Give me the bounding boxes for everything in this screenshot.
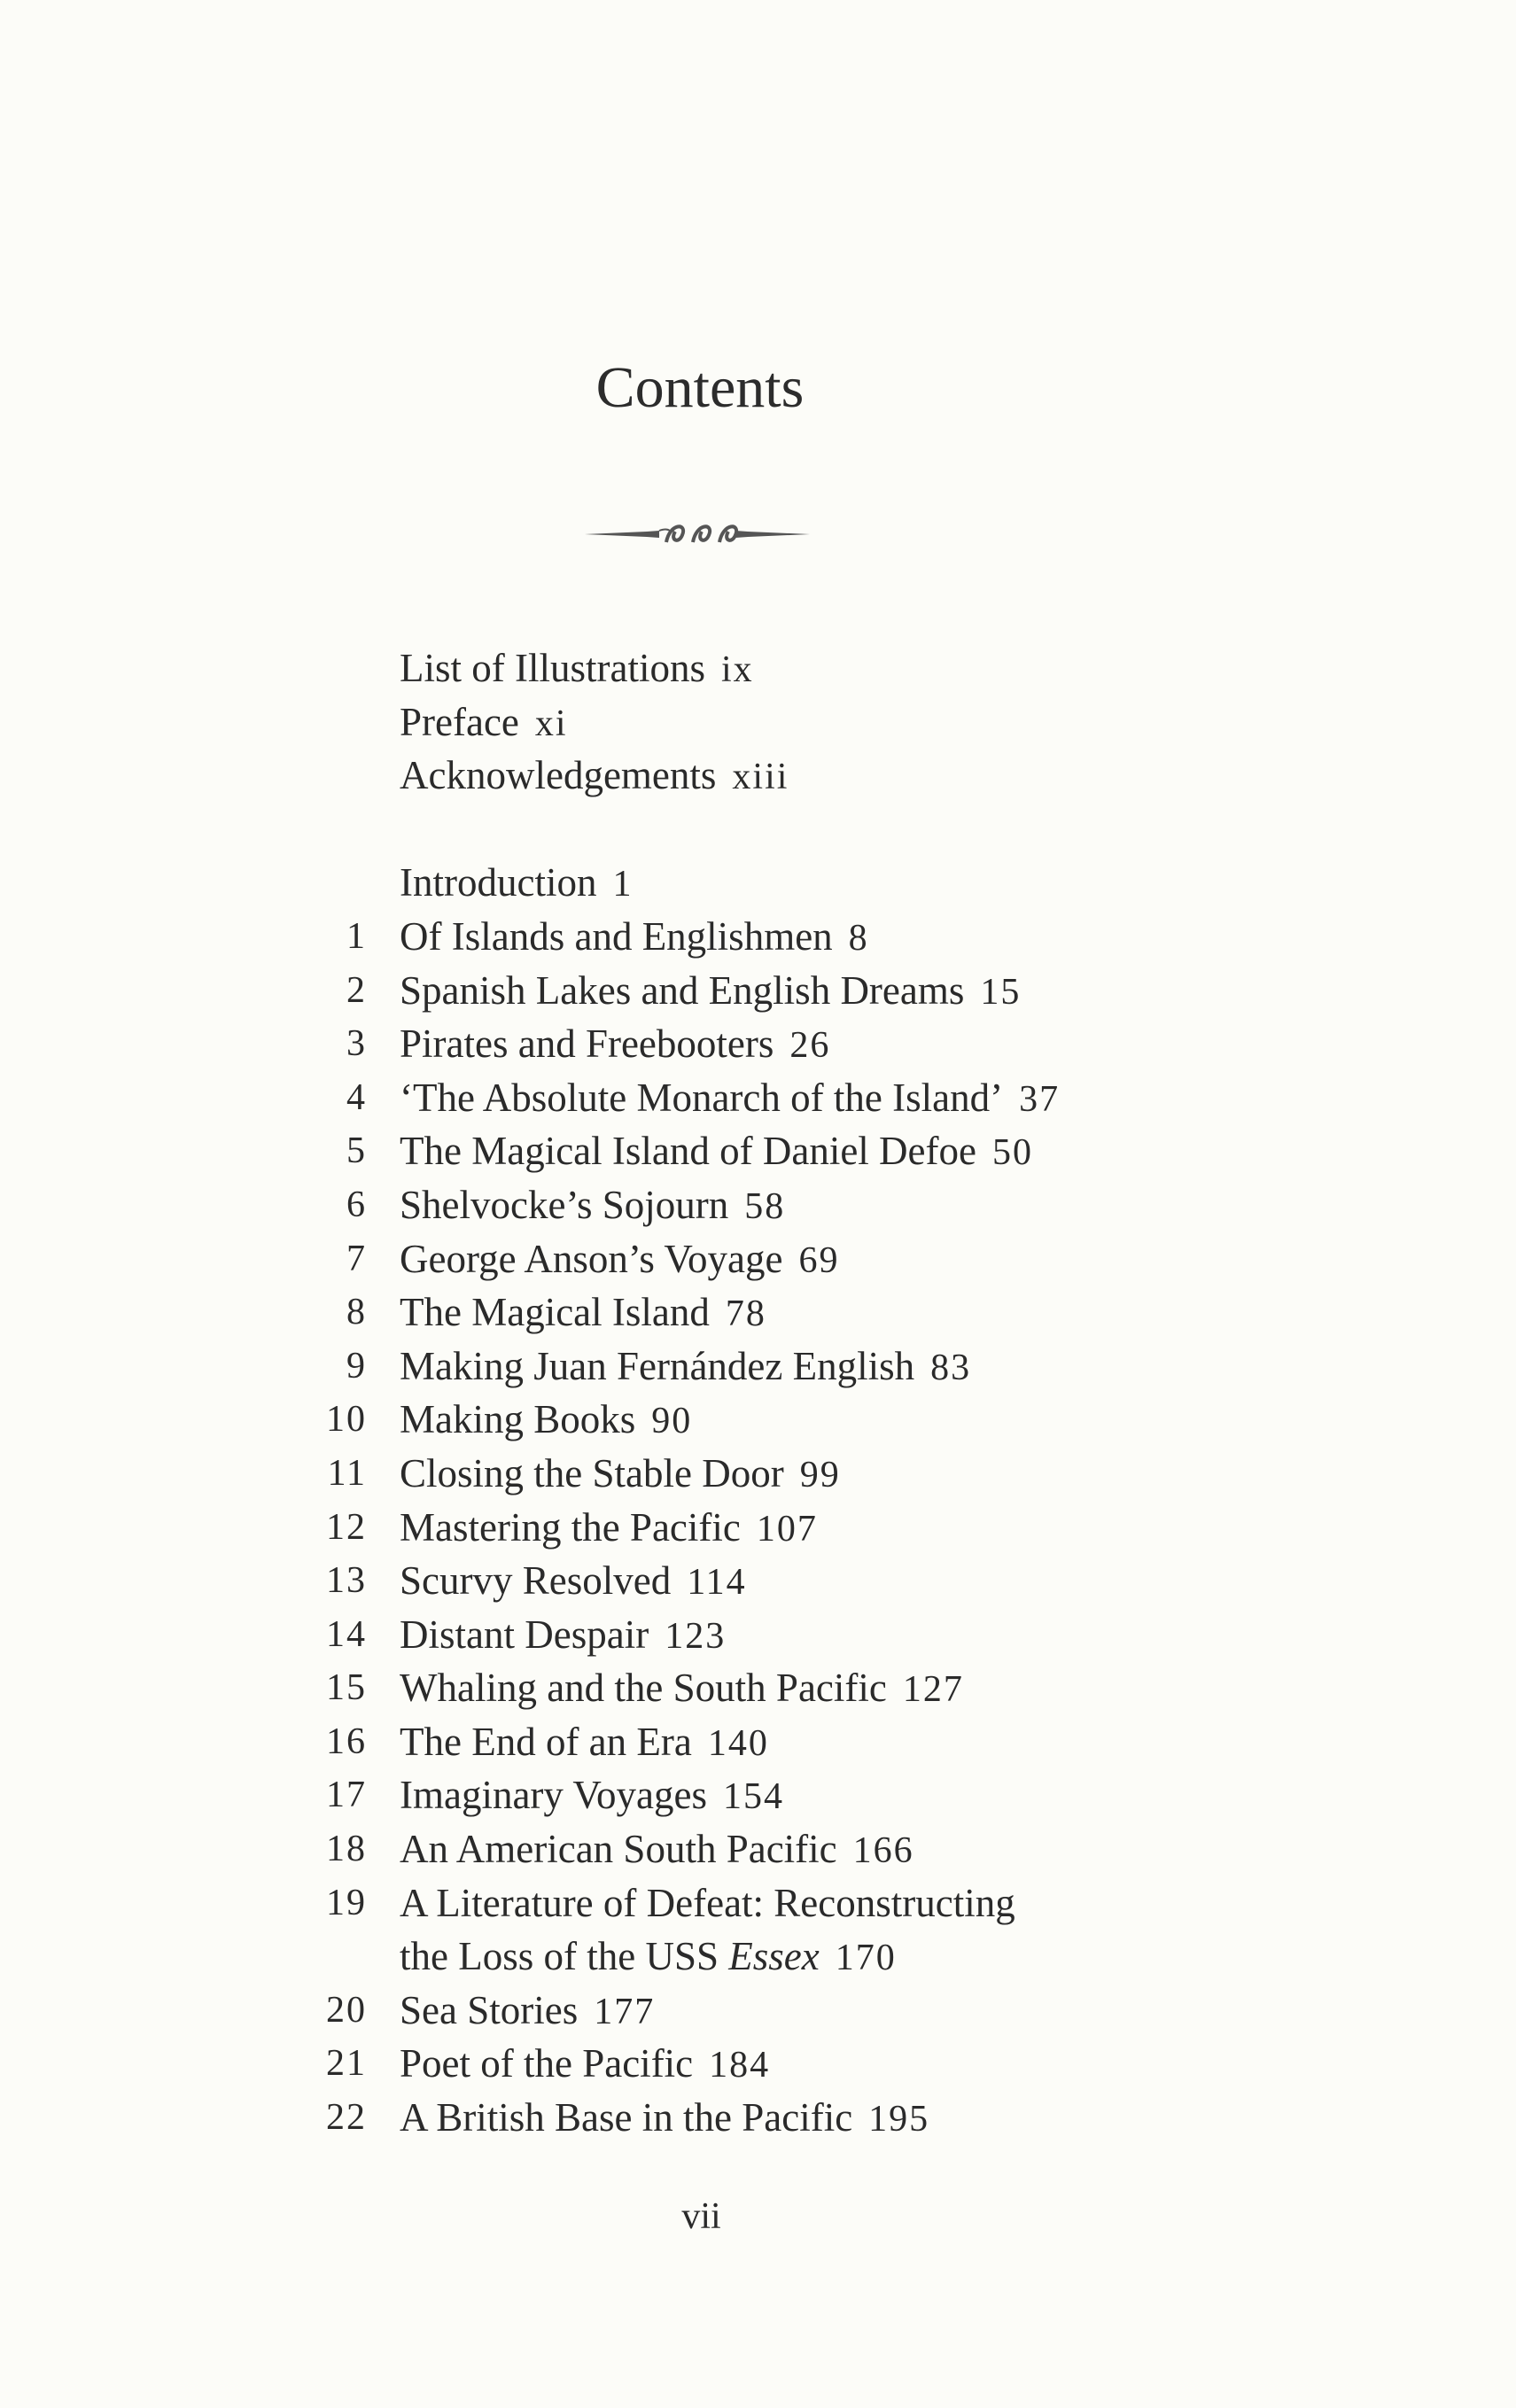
entry-page: 50: [991, 1132, 1033, 1174]
entry-title: Whaling and the South Pacific: [400, 1666, 887, 1711]
entry-title: ‘The Absolute Monarch of the Island’: [400, 1075, 1004, 1120]
entry-page: 140: [707, 1722, 769, 1764]
entry-title: Distant Despair: [400, 1612, 649, 1657]
page-title: Contents: [595, 355, 805, 420]
toc-entry-chapter-7[interactable]: [0, 1232, 1516, 1286]
toc-entry-list-of-illustrations[interactable]: [0, 641, 1516, 695]
entry-title: Preface: [400, 699, 519, 744]
toc-entry-chapter-10[interactable]: [0, 1393, 1516, 1447]
chapter-number: 15: [326, 1667, 367, 1709]
toc-entry-chapter-4[interactable]: [0, 1071, 1516, 1125]
entry-title: An American South Pacific: [400, 1827, 837, 1872]
entry-page: 37: [1019, 1078, 1061, 1120]
chapter-number: 4: [346, 1076, 367, 1118]
entry-title: List of Illustrations: [400, 646, 705, 690]
table-of-contents: [0, 641, 1516, 2145]
entry-page: 90: [651, 1401, 693, 1442]
chapter-number: 18: [326, 1829, 367, 1870]
entry-title-line2: the Loss of the USS: [400, 1934, 719, 1979]
entry-page: 127: [902, 1669, 964, 1711]
entry-page: 114: [687, 1562, 747, 1604]
chapter-number: 19: [326, 1882, 367, 1923]
toc-entry-chapter-12[interactable]: [0, 1501, 1516, 1555]
entry-title: Scurvy Resolved: [400, 1558, 672, 1604]
chapter-number: 17: [326, 1775, 367, 1816]
toc-entry-preface[interactable]: [0, 695, 1516, 750]
toc-entry-chapter-3[interactable]: [0, 1017, 1516, 1071]
chapter-number: 22: [326, 2097, 367, 2139]
entry-page: 170: [835, 1938, 897, 1979]
toc-entry-chapter-16[interactable]: [0, 1715, 1516, 1769]
entry-page: 184: [709, 2045, 771, 2086]
entry-title: Mastering the Pacific: [400, 1504, 741, 1550]
toc-entry-chapter-13[interactable]: [0, 1554, 1516, 1608]
entry-title: Shelvocke’s Sojourn: [400, 1182, 729, 1227]
toc-entry-chapter-11[interactable]: [0, 1447, 1516, 1501]
entry-page: 177: [594, 1991, 656, 2032]
entry-title: George Anson’s Voyage: [400, 1236, 783, 1281]
entry-title: Closing the Stable Door: [400, 1450, 784, 1495]
entry-title: Pirates and Freebooters: [400, 1021, 774, 1067]
chapter-number: 9: [346, 1345, 367, 1387]
entry-title-italic: Essex: [728, 1934, 820, 1979]
chapter-number: 7: [346, 1238, 367, 1279]
entry-page: 58: [744, 1185, 786, 1227]
toc-entry-chapter-2[interactable]: [0, 964, 1516, 1018]
toc-entry-chapter-5[interactable]: [0, 1124, 1516, 1178]
entry-title: Making Juan Fernández English: [400, 1343, 915, 1388]
chapter-number: 14: [326, 1613, 367, 1655]
entry-page: 195: [868, 2099, 930, 2140]
chapter-number: 13: [326, 1560, 367, 1602]
entry-page: 69: [798, 1239, 840, 1281]
chapter-number: 10: [326, 1399, 367, 1441]
chapter-number: 1: [346, 915, 367, 957]
chapter-number: 5: [346, 1130, 367, 1172]
entry-title: Spanish Lakes and English Dreams: [400, 967, 965, 1013]
entry-page: 83: [930, 1347, 972, 1388]
toc-entry-chapter-8[interactable]: [0, 1286, 1516, 1340]
toc-entry-chapter-19[interactable]: [0, 1876, 1516, 1930]
entry-title: Introduction: [400, 860, 597, 905]
toc-entry-chapter-20[interactable]: [0, 1984, 1516, 2038]
entry-title: Imaginary Voyages: [400, 1773, 708, 1818]
entry-page: 15: [980, 971, 1022, 1013]
toc-entry-chapter-17[interactable]: [0, 1768, 1516, 1822]
entry-page: 8: [848, 917, 869, 959]
toc-entry-acknowledgements[interactable]: [0, 749, 1516, 803]
entry-title: The Magical Island: [400, 1290, 710, 1335]
entry-title: A British Base in the Pacific: [400, 2095, 853, 2140]
scroll-ornament-icon: [585, 519, 810, 549]
entry-title: Acknowledgements: [400, 753, 717, 798]
entry-page: 154: [723, 1776, 785, 1818]
chapter-number: 16: [326, 1721, 367, 1762]
chapter-number: 6: [346, 1184, 367, 1225]
chapter-number: 20: [326, 1989, 367, 2031]
chapter-number: 12: [326, 1506, 367, 1548]
entry-page: 107: [756, 1508, 818, 1550]
section-gap: [0, 803, 1516, 857]
chapter-number: 8: [346, 1292, 367, 1333]
entry-page: 99: [799, 1454, 841, 1495]
toc-entry-introduction[interactable]: [0, 856, 1516, 910]
entry-title: Making Books: [400, 1397, 636, 1442]
entry-page: xi: [534, 703, 568, 744]
toc-entry-chapter-6[interactable]: [0, 1178, 1516, 1232]
entry-title: Of Islands and Englishmen: [400, 913, 833, 959]
chapter-number: 11: [327, 1452, 367, 1494]
page-number: vii: [681, 2196, 721, 2237]
toc-entry-chapter-15[interactable]: [0, 1661, 1516, 1715]
entry-title: The End of an Era: [400, 1719, 692, 1764]
chapter-number: 21: [326, 2043, 367, 2085]
entry-page: 1: [612, 864, 634, 905]
entry-title: A Literature of Defeat: Reconstructing: [400, 1880, 1015, 1925]
entry-page: xiii: [732, 757, 789, 798]
chapter-number: 3: [346, 1023, 367, 1065]
entry-title: The Magical Island of Daniel Defoe: [400, 1129, 976, 1174]
toc-entry-chapter-18[interactable]: [0, 1822, 1516, 1876]
entry-title: Poet of the Pacific: [400, 2041, 694, 2086]
entry-page: 26: [789, 1025, 831, 1067]
entry-page: ix: [720, 649, 754, 690]
entry-page: 123: [665, 1615, 727, 1657]
entry-page: 166: [852, 1830, 914, 1872]
entry-title: Sea Stories: [400, 1987, 579, 2032]
entry-page: 78: [725, 1293, 766, 1335]
toc-entry-chapter-14[interactable]: [0, 1608, 1516, 1662]
toc-entry-chapter-9[interactable]: [0, 1340, 1516, 1394]
chapter-number: 2: [346, 969, 367, 1011]
toc-entry-chapter-21[interactable]: [0, 2037, 1516, 2091]
toc-entry-chapter-1[interactable]: [0, 910, 1516, 964]
toc-entry-chapter-22[interactable]: [0, 2091, 1516, 2145]
toc-entry-chapter-19-continued[interactable]: [0, 1930, 1516, 1984]
